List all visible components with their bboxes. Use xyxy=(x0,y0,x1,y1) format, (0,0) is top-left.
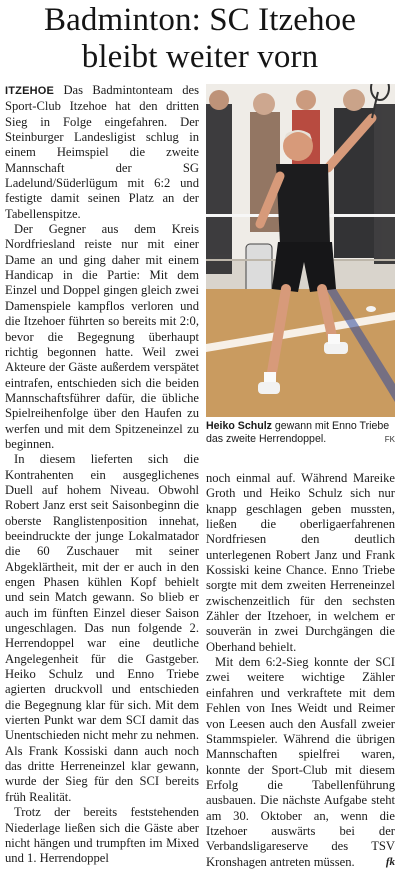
headline-line-1: Badminton: SC Itzehoe xyxy=(44,2,356,38)
paragraph-text: Mit dem 6:2-Sieg konnte der SCI zwei weitere wichtige Zähler einfahren und verkraftete mit dem Fehlen von Ines Weidt und Reimer von Leesen auch den Ausfall zweier Stammspieler. Während die übrigen Mannschaften spielfrei waren, konnte der Sport-Club mit diesem Erfolg die Tabellenführung ausbauen. Die nächste Aufgabe steht am 30. Oktober an, wenn die Itzehoer auswärts bei der Verbandsligareserve des TSV Kronshagen antreten müssen. xyxy=(206,655,395,869)
photo-caption xyxy=(206,420,395,447)
caption-text: gewann mit Enno Triebe das zweite Herrendoppel. xyxy=(206,420,390,446)
headline-line-2: bleibt weiter vorn xyxy=(81,39,319,75)
article-paragraph: Trotz der bereits feststehenden Niederlage ließen sich die Gäste aber nicht hängen und trumpften im Mixed und 1. Herrendoppel xyxy=(5,805,199,866)
article-paragraph: Der Gegner aus dem Kreis Nordfriesland reiste nur mit einer Dame an und ging daher mit einem Handicap in die Partie: Mit dem Einzel und Doppel gingen gleich zwei Damenspiele kampflos verloren und die Itzehoer führten so bereits mit 2:0, bevor die Begegnung überhaupt richtig begonnen hatte. Weil zwei Akteure der Gäste außerdem verspätet eintrafen, entschieden sich die beiden Mannschaftsführer dafür, die übliche Spielreihenfolge über den Haufen zu werfen und mit dem Spitzeneinzel zu beginnen. xyxy=(5,222,199,451)
article-paragraph: noch einmal auf. Während Mareike Groth und Heiko Schulz sich nur knapp geschlagen geben mussten, ließen die oberligaerfahrenen Nordfriesen den deutlich unterlegenen Robert Janz und Frank Kossiski keine Chance. Enno Triebe sorgte mit dem zweiten Herreneinzel zwischenzeitlich für den sechsten Zähler der Itzehoer, in welchem er souverän in zwei Durchgängen die Oberhand behielt. xyxy=(206,471,395,654)
paragraph-text: Das Badmintonteam des Sport-Club Itzehoe hat den dritten Sieg in Folge eingefahren. Der Steinburger Landesligist schlug in einem Heimspiel die zweite Mannschaft der SG Ladelund/Süderlügum mit 6:2 und festigte damit seinen Platz an der Tabellenspitze. xyxy=(5,83,199,221)
badminton-photo xyxy=(206,84,395,417)
article-paragraph xyxy=(206,655,395,870)
author-initials: fk xyxy=(385,855,395,868)
article-paragraph xyxy=(5,83,199,222)
photo-illustration xyxy=(206,84,395,417)
dateline: ITZEHOE xyxy=(5,85,55,97)
article-column-right xyxy=(206,471,395,870)
photo-credit: FK xyxy=(384,435,395,445)
article-paragraph: In diesem lieferten sich die Kontrahenten ein ausgeglichenes Duell auf hohem Niveau. Obwohl Robert Janz erst seit Saisonbeginn die oberste Ranglistenposition innehat, beeindruckte der junge Lokalmatador die 60 Zuschauer mit seiner Abgeklärtheit, mit der er auch in den engen Phasen kühlen Kopf behielt und sein Match gewann. So blieb er auch im fünften Einzel dieser Saison ungeschlagen. Das nun folgende 2. Herrendoppel war eine deutliche Angelegenheit für die Gastgeber. Heiko Schulz und Enno Triebe agierten druckvoll und entschieden die Begegnung klar für sich. Mit dem vierten Punkt war dem SCI damit das Unentschieden nicht mehr zu nehmen. Als Frank Kossiski dann auch noch das dritte Herreneinzel klar gewann, wurde der Sieg für den SCI bereits früh Realität. xyxy=(5,452,199,804)
headline xyxy=(0,2,400,76)
article-column-left xyxy=(5,83,199,867)
caption-name: Heiko Schulz xyxy=(206,420,272,432)
